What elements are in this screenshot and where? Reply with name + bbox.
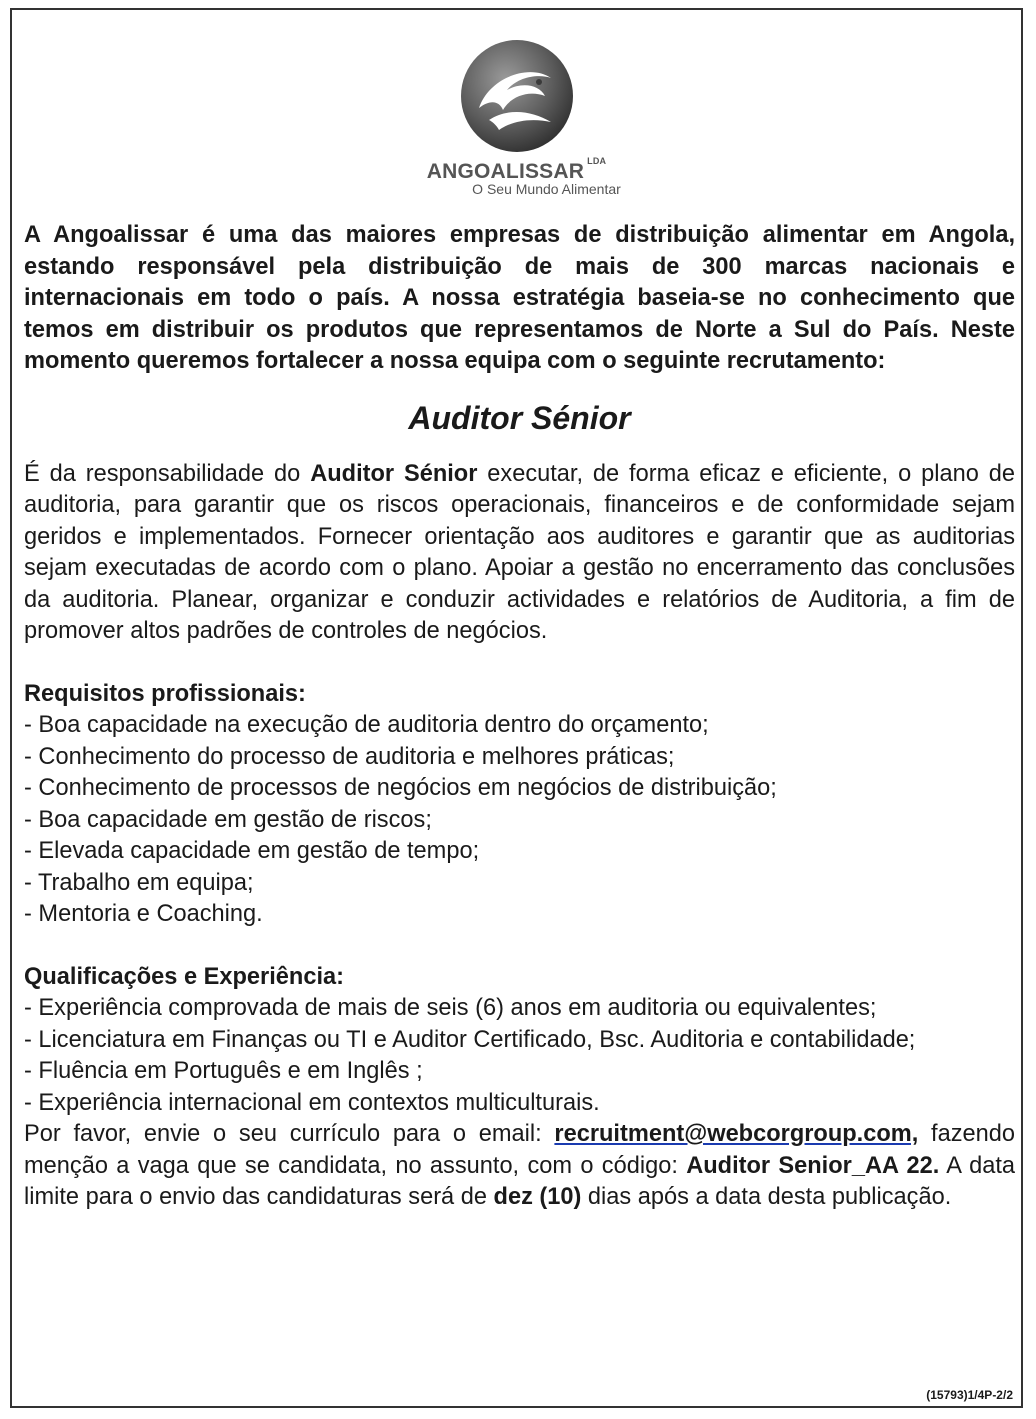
requirements-list bbox=[24, 710, 1015, 931]
company-tagline: O Seu Mundo Alimentar bbox=[472, 181, 621, 197]
list-item: - Experiência internacional em contextos multiculturais. bbox=[24, 1089, 600, 1116]
company-logo bbox=[12, 38, 1021, 197]
ad-content bbox=[24, 220, 1015, 1214]
list-item: - Trabalho em equipa; bbox=[24, 869, 254, 896]
qualifications-heading: Qualificações e Experiência: bbox=[24, 963, 344, 990]
requirements-section bbox=[24, 679, 1015, 931]
job-description: É da responsabilidade do Auditor Sénior executar, de forma eficaz e eficiente, o plano de auditoria, para garantir que os riscos operacionais, financeiros e de conformidade sejam geridos e implementados. Fornecer orientação aos auditores e garantir que as auditorias sejam executadas de acordo com o plano. Apoiar a gestão no encerramento das conclusões da auditoria. Planear, organizar e conduzir actividades e relatórios de Auditoria, a fim de promover altos padrões de controles de negócios. bbox=[24, 460, 1016, 644]
deadline-days: dez (10) bbox=[493, 1184, 582, 1210]
intro-paragraph: A Angoalissar é uma das maiores empresas de distribuição alimentar em Angola, estando responsável pela distribuição de mais de 300 marcas nacionais e internacionais em todo o país. A nossa estratégia baseia-se no conhecimento que temos em distribuir os produtos que representamos de Norte a Sul do País. Neste momento queremos fortalecer a nossa equipa com o seguinte recrutamento: bbox=[24, 222, 1015, 374]
qualifications-list bbox=[24, 993, 1015, 1119]
job-title: Auditor Sénior bbox=[408, 399, 631, 436]
company-name: ANGOALISSAR $^{LDA}$ bbox=[426, 156, 607, 183]
application-code: Auditor Senior_AA 22. bbox=[686, 1152, 940, 1179]
list-item: - Conhecimento de processos de negócios em negócios de distribuição; bbox=[24, 775, 777, 801]
qualifications-section bbox=[24, 962, 1015, 1120]
list-item: - Fluência em Português e em Inglês ; bbox=[24, 1058, 423, 1084]
reference-code: (15793)1/4P-2/2 bbox=[926, 1388, 1013, 1402]
eagle-logo-icon bbox=[459, 38, 575, 154]
email-link[interactable]: recruitment@webcorgroup.com, bbox=[554, 1121, 919, 1147]
closing-paragraph: Por favor, envie o seu currículo para o email: recruitment@webcorgroup.com, fazendo menção a vaga que se candidata, no assunto, com o código: Auditor Senior_AA 22. A data limite para o envio das candidaturas será de dez (10) dias após a data desta publicação. bbox=[24, 1121, 1015, 1210]
requirements-heading: Requisitos profissionais: bbox=[24, 680, 306, 707]
list-item: - Experiência comprovada de mais de seis (6) anos em auditoria ou equivalentes; bbox=[24, 995, 877, 1021]
list-item: - Boa capacidade na execução de auditoria dentro do orçamento; bbox=[24, 712, 709, 738]
list-item: - Mentoria e Coaching. bbox=[24, 901, 263, 927]
list-item: - Licenciatura em Finanças ou TI e Auditor Certificado, Bsc. Auditoria e contabilidade; bbox=[24, 1026, 916, 1053]
list-item: - Boa capacidade em gestão de riscos; bbox=[24, 806, 432, 833]
ad-frame bbox=[10, 8, 1023, 1408]
list-item: - Elevada capacidade em gestão de tempo; bbox=[24, 838, 480, 864]
list-item: - Conhecimento do processo de auditoria e melhores práticas; bbox=[24, 743, 675, 770]
